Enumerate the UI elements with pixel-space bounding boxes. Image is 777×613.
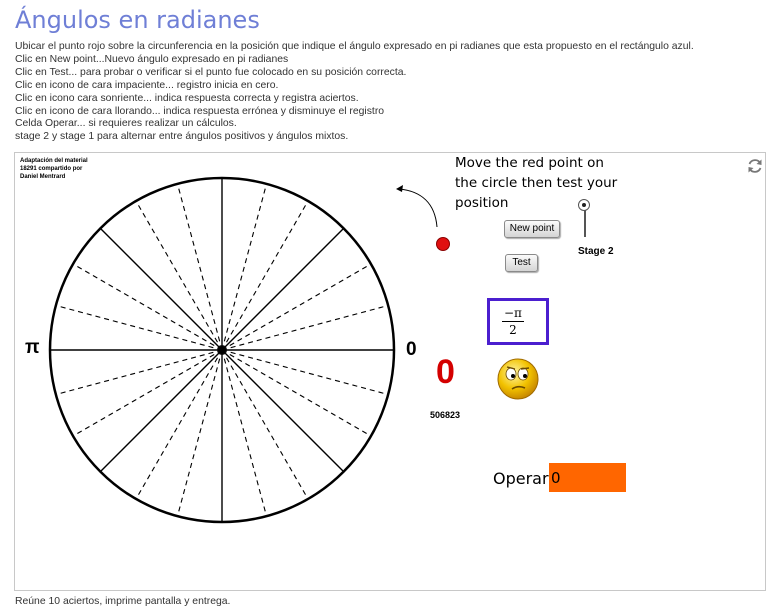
dashed-division-line <box>73 264 222 350</box>
angle-box <box>487 298 549 345</box>
instruction-line: Celda Operar... si requieres realizar un cálculos. <box>15 118 237 130</box>
instruction-line: Clic en New point...Nuevo ángulo expresado en pi radianes <box>15 53 289 65</box>
dashed-division-line <box>56 305 222 350</box>
operar-input[interactable] <box>549 463 626 492</box>
dashed-division-line <box>136 350 222 499</box>
credit-line: 18291 compartido por <box>20 166 83 172</box>
angle-fraction <box>502 306 524 338</box>
refresh-icon[interactable] <box>746 157 764 175</box>
stage-slider-track[interactable] <box>584 207 586 237</box>
instruction-line: stage 2 y stage 1 para alternar entre ángulos positivos y ángulos mixtos. <box>15 131 349 143</box>
prompt-line: position <box>455 195 509 211</box>
random-counter: 506823 <box>430 410 461 420</box>
dashed-division-line <box>222 305 388 350</box>
stage-label: Stage 2 <box>578 246 614 257</box>
prompt-line: Move the red point on <box>455 155 604 171</box>
instruction-line: Clic en icono de cara impaciente... registro inicia en cero. <box>15 79 279 91</box>
main-division-line <box>100 228 222 350</box>
dashed-division-line <box>222 201 308 350</box>
angle-denominator: 2 <box>509 323 517 337</box>
main-division-line <box>222 350 344 472</box>
zero-label: 0 <box>406 339 417 360</box>
credit-line: Adaptación del material <box>20 158 88 164</box>
red-point[interactable] <box>436 237 450 251</box>
main-division-line <box>222 228 344 350</box>
dashed-division-line <box>222 264 371 350</box>
operar-label: Operar <box>493 469 549 488</box>
instruction-prompt <box>455 153 617 213</box>
main-division-line <box>100 350 222 472</box>
dashed-division-line <box>73 350 222 436</box>
geogebra-applet[interactable] <box>14 152 766 591</box>
unit-circle <box>15 153 435 590</box>
instruction-line: Clic en icono cara sonriente... indica respuesta correcta y registra aciertos. <box>15 92 359 104</box>
dashed-division-line <box>222 350 267 516</box>
test-button[interactable]: Test <box>505 254 538 272</box>
instruction-line: Clic en Test... para probar o verificar si el punto fue colocado en su posición correcta. <box>15 66 407 78</box>
dashed-division-line <box>222 350 388 395</box>
footer-note: Reúne 10 aciertos, imprime pantalla y entrega. <box>15 596 231 607</box>
impatient-face-icon[interactable] <box>496 357 540 401</box>
dashed-division-line <box>177 350 222 516</box>
page-title: Ángulos en radianes <box>15 6 260 34</box>
dashed-division-line <box>177 184 222 350</box>
instructions <box>15 41 694 144</box>
new-point-button[interactable]: New point <box>504 220 560 238</box>
credit-line: Daniel Mentrard <box>20 174 66 180</box>
instruction-line: Ubicar el punto rojo sobre la circunferencia en la posición que indique el ángulo expresado en pi radianes que esta propuesto en el rectángulo azul. <box>15 41 694 52</box>
dashed-division-line <box>222 350 308 499</box>
curved-arrow-icon <box>391 181 443 231</box>
score-counter: 0 <box>436 353 455 391</box>
dashed-division-line <box>222 184 267 350</box>
angle-numerator: −π <box>504 306 522 320</box>
pi-label: π <box>25 337 40 358</box>
stage-slider-knob[interactable] <box>578 199 590 211</box>
instruction-line: Clic en icono de cara llorando... indica respuesta errónea y disminuye el registro <box>15 105 385 117</box>
prompt-line: the circle then test your <box>455 175 618 191</box>
dashed-division-line <box>56 350 222 395</box>
dashed-division-line <box>222 350 371 436</box>
dashed-division-line <box>136 201 222 350</box>
